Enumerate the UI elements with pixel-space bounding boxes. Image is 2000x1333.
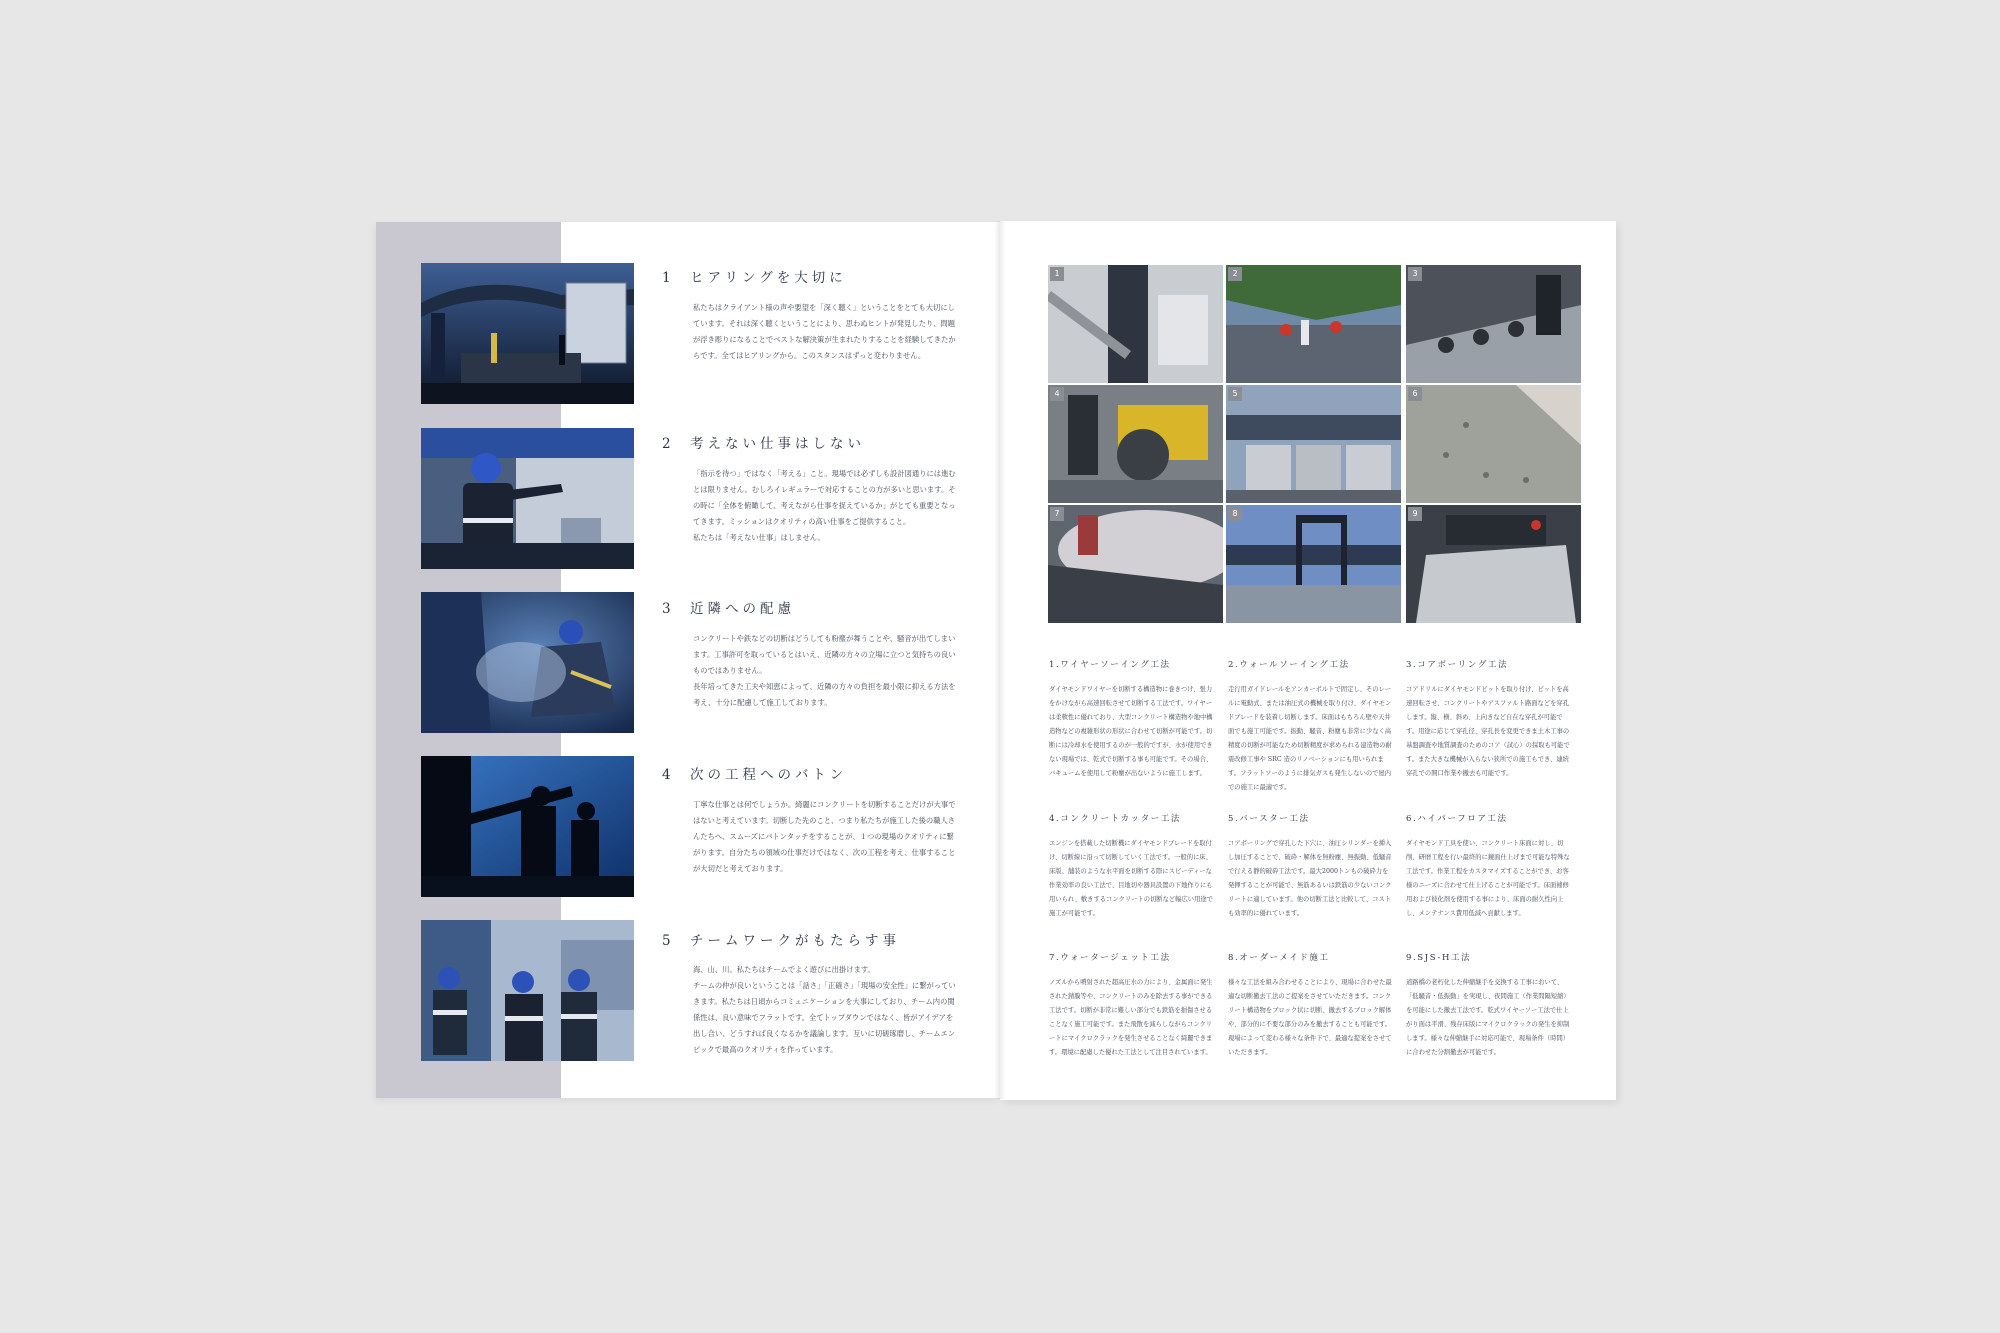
photo-workers-silhouette: [421, 756, 634, 897]
grid-photo-8: [1226, 505, 1401, 623]
grid-photo-7: [1048, 505, 1223, 623]
method-7-body: ノズルから噴射された超高圧水の力により、金属面に発生された錆膜等や、コンクリートのみを除去する事ができる工法です。切断が非常に難しい部分でも鉄筋を損傷させることなく施工可能です。また飛散を減らしながらコンクリートにマイクロクラックを発生させることなく綺麗できます。環境に配慮した優れた工法として注目されています。: [1049, 979, 1213, 1056]
section-3-paragraph: 長年培ってきた工夫や知恵によって、近隣の方々の負担を最小限に抑える方法を考え、十分に配慮して施工しております。: [693, 682, 956, 707]
method-2-body: 走行用ガイドレールをアンカーボルトで固定し、そのレールに電動式、または油圧式の機械を取り付け、ダイヤモンドブレードを装着し切断します。床面はもちろん壁や天井面でも施工可能です。振動、騒音、粉塵も非常に少なく高精度の切断が可能なため切断精度が求められる建造物の耐震改修工事や SRC 造のリノベーションにも用いられます。フラットソーのように排気ガスも発生しないので屋内での施工に最適です。: [1228, 686, 1392, 791]
method-2-title: 2.ウォールソーイング工法: [1228, 660, 1350, 670]
grid-photo-4: [1048, 385, 1223, 503]
grid-photo-number: 2: [1228, 267, 1242, 281]
method-3-body: コアドリルにダイヤモンドビットを取り付け、ビットを高速回転させ、コンクリートやアスファルト路面などを穿孔します。縦、横、斜め、上向きなど自在な穿孔が可能です。用途に応じて穿孔径、穿孔長を変更できま土木工事の基盤調査や地質調査のためのコア（試心）の採取も可能です。また大きな機械が入らない狭所での施工もでき、連続穿孔での開口作業や撤去も可能です。: [1406, 686, 1570, 777]
method-5-body: コアボーリングで穿孔した下穴に、油圧シリンダーを挿入し加圧することで、破砕・解体を無粉塵、無振動、低騒音で行える静的破砕工法です。最大2000トンもの破砕力を発揮することが可能で、無筋あるいは鉄筋の少ないコンクリートに適しています。他の切断工法と比較して、コストも効率的に優れています。: [1228, 840, 1392, 917]
section-5-paragraph: チームの仲が良いということは「話さ」「正確さ」「現場の安全性」に繋がっていきます。私たちは日頃からコミュニケーションを大事にしており、チーム内の関係性は、良い意味でフラットです。全てトップダウンではなく、皆がアイデアを出し合い、どうすれば良くなるかを議論します。互いに切磋琢磨し、チームエンビックで最高のクオリティを作っています。: [693, 981, 956, 1054]
grid-photo-2: [1226, 265, 1401, 383]
section-4-body: [693, 797, 958, 877]
section-4-heading: [662, 763, 952, 783]
method-8-title: 8.オーダーメイド施工: [1228, 953, 1330, 963]
grid-photo-number: 3: [1408, 267, 1422, 281]
grid-photo-3: [1406, 265, 1581, 383]
section-2-body: [693, 466, 958, 546]
grid-photo-5: [1226, 385, 1401, 503]
method-6-body: ダイヤモンド工具を使い、コンクリート床面に対し、切削、研磨工程を行い最終的に鏡面仕上げまで可能な特殊な工法です。作業工程をカスタマイズすることができ、お客様のニーズに合わせて仕上げることが可能です。床面補修用および彼化剤を使用する事により、床面の耐久性向上し、メンテナンス費用低減へ貢献します。: [1406, 840, 1570, 917]
section-2-title: 考えない仕事はしない: [690, 436, 865, 452]
section-3-heading: [662, 597, 952, 617]
method-9-title: 9.SJS-H工法: [1406, 953, 1472, 963]
section-3-paragraph: コンクリートや鉄などの切断はどうしても粉塵が舞うことや、騒音が出てしまいます。工事許可を取っているとはいえ、近隣の方々の立場に立つと気持ちの良いものではありません。: [693, 634, 956, 675]
method-1-body: ダイヤモンドワイヤーを切断する構造物に巻きつけ、張力をかけながら高速回転させて切断する工法です。ワイヤーは柔軟性に優れており、大型コンクリート構造物や地中構造物などの複雑形状の形状に合わせて切断が可能です。切断には冷却水を使用するのが一般的ですが、水が使用できない現場では、乾式で切断する事も可能です。その場合、バキュームを使用して粉塵が出ないように施工します。: [1049, 686, 1213, 777]
grid-photo-number: 6: [1408, 387, 1422, 401]
grid-photo-number: 4: [1050, 387, 1064, 401]
grid-photo-9: [1406, 505, 1581, 623]
section-5-number: 5: [662, 933, 671, 949]
method-6-title: 6.ハイパーフロア工法: [1406, 814, 1508, 824]
photo-cutting-dust: [421, 592, 634, 733]
section-5-body: [693, 962, 958, 1058]
grid-photo-6: [1406, 385, 1581, 503]
photo-worker-pointing: [421, 428, 634, 569]
grid-photo-number: 8: [1228, 507, 1242, 521]
method-4-body: エンジンを搭載した切断機にダイヤモンドブレードを取付け、切断線に沿って切断していく工法です。一般的に床、床版、舗装のような水平面を切断する際にスピーディーな作業効率の良い工法で、目地切や器具設置の下地作りにも用いられ、敷きするコンクリートの切断など幅広い用途で施工が可能です。: [1049, 840, 1213, 917]
grid-photo-number: 1: [1050, 267, 1064, 281]
section-5-paragraph: 海、山、川。私たちはチームでよく遊びに出掛けます。: [693, 965, 875, 974]
section-1-body: [693, 300, 958, 364]
section-2-number: 2: [662, 436, 671, 452]
method-4-title: 4.コンクリートカッター工法: [1049, 814, 1182, 824]
section-1-number: 1: [662, 270, 671, 286]
section-2-heading: [662, 432, 952, 452]
page-gutter: [994, 221, 1006, 1099]
grid-photo-number: 7: [1050, 507, 1064, 521]
section-1-paragraph: 私たちはクライアント様の声や要望を「深く聴く」ということをとても大切にしています。それは深く聴くということにより、思わぬヒントが発見したり、問題が浮き彫りになることでベストな解決策が生まれたりすることを経験してきたからです。全てはヒアリングから。このスタンスはずっと変わりません。: [693, 303, 956, 360]
grid-photo-1: [1048, 265, 1223, 383]
section-3-number: 3: [662, 601, 671, 617]
method-9-body: 道路橋の老朽化した伸縮継手を交換する工事において、「低騒音・低振動」を実現し、夜間施工（作業間隔短縮）を可能にした撤去工法です。乾式ワイヤーソー工法で仕上がり面は平滑、残存床版にマイクロクラックの発生を抑制します。様々な伸縮継手に対応可能で、現場条件（時間）に合わせた分割撤去が可能です。: [1406, 979, 1570, 1056]
photo-team-group: [421, 920, 634, 1061]
section-3-title: 近隣への配慮: [690, 601, 795, 617]
method-3-title: 3.コアボーリング工法: [1406, 660, 1509, 670]
section-4-paragraph: 丁寧な仕事とは何でしょうか。綺麗にコンクリートを切断することだけが大事ではないと考えています。切断した先のこと、つまり私たちが施工した後の職人さんたちへ、スムーズにバトンタッチをすることが、１つの現場のクオリティに繋がります。自分たちの領域の仕事だけではなく、次の工程を考え、仕事することが大切だと考えております。: [693, 800, 956, 873]
section-2-paragraph: 私たちは「考えない仕事」はしません。: [693, 533, 825, 542]
grid-photo-number: 9: [1408, 507, 1422, 521]
method-8-body: 様々な工法を組み合わせることにより、現場に合わせた最適な切断撤去工法のご提案をさせていただきます。コンクリート構造物をブロック状に切断、撤去するブロック解体や、部分的に不要な部分のみを撤去することも可能です。現場によって変わる様々な条件下で、最適な提案をさせていただきます。: [1228, 979, 1392, 1056]
section-3-body: [693, 631, 958, 711]
section-5-title: チームワークがもたらす事: [690, 933, 900, 949]
section-4-title: 次の工程へのバトン: [690, 767, 848, 783]
method-1-title: 1.ワイヤーソーイング工法: [1049, 660, 1171, 670]
method-7-title: 7.ウォータージェット工法: [1049, 953, 1171, 963]
method-5-title: 5.バースター工法: [1228, 814, 1310, 824]
section-1-title: ヒアリングを大切に: [690, 270, 847, 286]
photo-construction-site: [421, 263, 634, 404]
grid-photo-number: 5: [1228, 387, 1242, 401]
section-5-heading: [662, 929, 952, 949]
section-2-paragraph: 「指示を待つ」ではなく「考える」こと。現場では必ずしも設計図通りには進むとは限りません。むしろイレギュラーで対応することの方が多いと思います。その時に「全体を俯瞰して、考えながら仕事を捉えているか」がとても重要となってきます。ミッションはクオリティの高い仕事をご提供すること。: [693, 469, 956, 526]
section-4-number: 4: [662, 767, 671, 783]
section-1-heading: [662, 266, 952, 286]
